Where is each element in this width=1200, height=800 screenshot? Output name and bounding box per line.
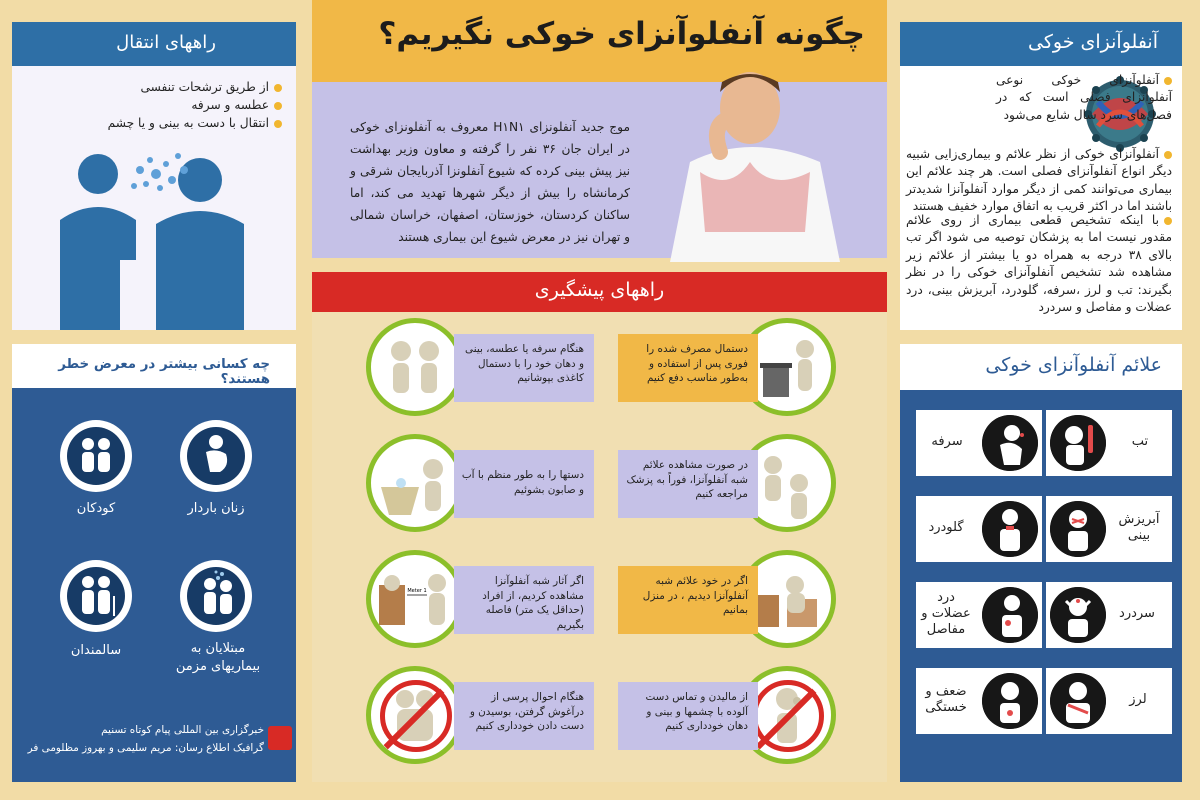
sore-throat-icon [982,501,1038,557]
credit-agency: خبرگزاری بین المللی پیام کوتاه تسنیم [101,724,264,736]
symptom-runny-nose [1046,496,1172,562]
symptom-sore-throat [916,496,1042,562]
bullet-dot [1164,77,1172,85]
intro-text: موج جدید آنفلونزای H۱N۱ معروف به آنفلونزای خوکی در ایران جان ۳۶ نفر را گرفته و معاون وزیر بهداشت نیز پیش بینی کرده که شیوع آنفلونزا آذربایجان شرقی و کرمانشاه را بیش از دیگر شهرها تهدید می کند، اما ساکنان کردستان، خوزستان، اصفهان، خراسان شمالی و تهران نیز در معرض شیوع این بیماری هستند [350,120,630,244]
agency-logo-icon [268,726,292,750]
prevention-tip: در صورت مشاهده علائم شبه آنفلوآنزا، فوراً به پزشک مراجعه کنیم [618,450,758,518]
transmission-item: عطسه و سرفه [191,98,282,112]
prevention-tip: هنگام سرفه یا عطسه، بینی و دهان خود را با دستمال کاغذی بپوشانیم [454,334,594,402]
prevention-tip: اگر در خود علائم شبه آنفلوآنزا دیدیم ، در منزل بمانیم [618,566,758,634]
prohibited-icon [752,680,824,752]
symptom-label: ضعف و خستگی [925,684,967,715]
children-icon [60,420,132,492]
chronic-patient-icon [180,560,252,632]
prohibited-icon [380,680,452,752]
bullet-dot [274,84,282,92]
prevention-tip: دستها را به طور منظم با آب و صابون بشوئیم [454,450,594,518]
flu-info-heading: آنفلوآنزای خوکی [900,22,1182,66]
keep-distance-illustration [366,550,464,648]
transmission-item: انتقال با دست به بینی و یا چشم [108,116,282,130]
symptom-label: درد عضلات و مفاصل [921,590,971,637]
risk-groups-heading: چه کسانی بیشتر در معرض خطر هستند؟ [12,344,296,388]
coughing-person-icon [982,415,1038,471]
symptom-headache [1046,582,1172,648]
pregnant-woman-icon [180,420,252,492]
risk-group-label: کودکان [76,501,116,516]
thermometer-head-icon [1050,415,1106,471]
runny-nose-icon [1050,501,1106,557]
symptom-label: آبریزش بینی [1118,512,1160,543]
symptom-label: سردرد [1119,606,1155,621]
symptom-label: تب [1131,434,1149,449]
flu-paragraph-1: آنفلوآنزای خوکی نوعی آنفلوانزای فصلی است که در فصل‌های سرد سال شایع می‌شود [996,73,1172,122]
symptom-label: گلودرد [928,520,964,535]
page-title: چگونه آنفلوآنزای خوکی نگیریم؟ [378,16,865,52]
no-hugging-illustration [366,666,464,764]
symptom-label: لرز [1129,692,1147,707]
elderly-icon [60,560,132,632]
risk-group-label: مبتلایان به بیماریهای مزمن [175,641,261,674]
prevention-tip: از مالیدن و تماس دست آلوده با چشمها و بینی و دهان خودداری کنیم [618,682,758,750]
symptom-chills [1046,668,1172,734]
prevention-heading: راههای پیشگیری [312,272,887,312]
wash-hands-illustration [366,434,464,532]
transmission-heading: راههای انتقال [12,22,296,66]
symptoms-heading: علائم آنفلوآنزای خوکی [900,344,1182,390]
bullet-dot [274,102,282,110]
headache-icon [1050,587,1106,643]
symptom-fever [1046,410,1172,476]
shivering-icon [1050,673,1106,729]
bullet-dot [274,120,282,128]
risk-group-label: سالمندان [70,643,122,658]
muscle-pain-icon [982,587,1038,643]
cover-mouth-illustration [366,318,464,416]
bullet-dot [1164,217,1172,225]
distance-label: 1 Meter [407,588,427,594]
prevention-tip: دستمال مصرف شده را فوری پس از استفاده و به‌طور مناسب دفع کنیم [618,334,758,402]
prevention-tip: هنگام احوال پرسی از درآغوش گرفتن، بوسیدن و دست دادن خودداری کنیم [454,682,594,750]
tired-person-icon [982,673,1038,729]
risk-group-label: زنان باردار [187,501,245,516]
transmission-item: از طریق ترشحات تنفسی [140,80,282,94]
bullet-dot [1164,151,1172,159]
flu-paragraph-3: با اینکه تشخیص قطعی بیماری از روی علائم مقدور نیست اما به پزشکان توصیه می شود اگر تب بالای ۳۸ درجه به همراه دو یا بیشتر از علائم زیر مشاهده شد تشخیص آنفلوآنزای خوکی را در نظر بگیرند: تب و لرز ،سرفه، گلودرد، آبریزش بینی، درد عضلات و مفاصل و سردرد [906,213,1172,315]
coughing-man-illustration [640,62,868,262]
risk-groups-panel [12,344,296,782]
symptom-cough [916,410,1042,476]
sneeze-transmission-illustration [40,140,250,330]
symptom-fatigue [916,668,1042,734]
prevention-tip: اگر آثار شبه آنفلوآنزا مشاهده کردیم، از افراد (حداقل یک متر) فاصله بگیریم [454,566,594,634]
symptom-muscle-pain [916,582,1042,648]
flu-paragraph-2: آنفلوآنزای خوکی از نظر علائم و بیماری‌زایی شبیه دیگر انواع آنفلوآنزای فصلی است. هر چند علائم این بیماری می‌توانند کمی از دیگر موارد آنفلوآنزا شدیدتر باشند اما در اکثر قریب به اتفاق موارد خفیف هستند [906,147,1172,214]
symptom-label: سرفه [931,434,963,449]
credit-designers: گرافیک اطلاع رسان: مریم سلیمی و بهروز مظلومی فر [27,742,264,754]
